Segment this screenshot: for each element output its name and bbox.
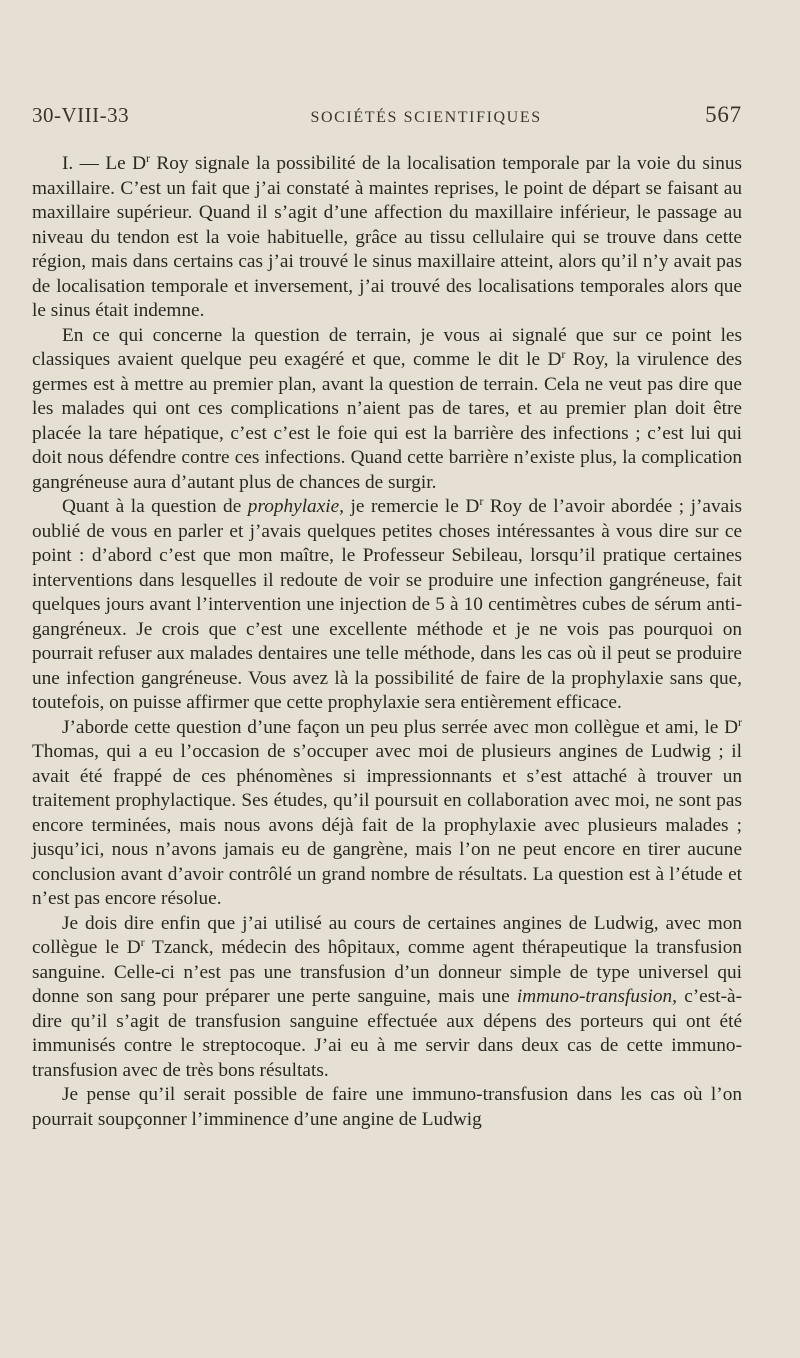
paragraph-text: Thomas, qui a eu l’occasion de s’occuper avec moi de plusieurs angines de Ludwig ; il avait été frappé de ces phénomènes si impressionnants et s’est attaché à trouver un traitement prophylactique. Ses études, qu’il poursuit en collaboration avec moi, ne sont pas encore terminées, mais nous avons déjà fait de la prophylaxie avec plusieurs malades ; jusqu’ici, nous n’avons jamais eu de gangrène, mais l’on ne peut encore en tirer aucune conclusion avant d’avoir contrôlé un grand nombre de résultats. La question est à l’étude et n’est pas encore résolue.	[32, 741, 742, 909]
paragraph-text: Roy de l’avoir abordée ; j’avais oublié de vous en parler et j’avais quelques petites choses intéressantes à vous dire sur ce point : d’abord c’est que mon maître, le Professeur Sebileau, lorsqu’il pratique certaines interventions dans lesquelles il redoute de voir se produire une infection gangréneuse, fait quelques jours avant l’intervention une injection de 5 à 10 centimètres cubes de sérum anti-gangréneux. Je crois que c’est une excellente méthode et je ne vois pas pourquoi on pourrait refuser aux malades dentaires une telle méthode, dans les cas où il peut se produire une infection gangréneuse. Vous avez là la possibilité de faire de la prophylaxie sans que, toutefois, on puisse affirmer que cette prophylaxie sera entièrement efficace.	[32, 496, 743, 713]
paragraph-text: I. — Le D	[62, 153, 147, 174]
paragraph-text: je remercie le D	[344, 496, 480, 517]
paragraph-text: En ce qui concerne la question de terrain, je vous ai signalé que sur ce point les classiques avaient quelque peu exagéré et que, comme le dit le D	[32, 324, 742, 370]
paragraph-3	[32, 495, 742, 716]
paragraph-5	[32, 912, 742, 1084]
running-header	[32, 102, 742, 138]
paragraph-text: Quant à la question de	[62, 496, 248, 517]
paragraph-text: J’aborde cette question d’une façon un peu plus serrée avec mon collègue et ami, le D	[62, 716, 738, 738]
paragraph-text: c’est-à-dire qu’il s’agit de transfusion sanguine effectuée aux dépens des porteurs qui ont été immunisés contre le streptocoque. J’ai eu à me servir dans deux cas de cette immuno-transfusion avec de très bons résultats.	[32, 986, 743, 1081]
paragraph-2	[32, 324, 742, 496]
paragraph-text: Je pense qu’il serait possible de faire une immuno-transfusion dans les cas où l’on pourrait soupçonner l’imminence d’une angine de Ludwig	[32, 1084, 742, 1130]
paragraph-4	[32, 716, 742, 912]
superscript: r	[140, 935, 145, 949]
superscript: r	[738, 714, 742, 729]
paragraph-6	[32, 1083, 742, 1132]
paragraph-1	[32, 152, 742, 324]
superscript: r	[561, 347, 566, 361]
superscript: r	[479, 494, 484, 508]
italic-term: immuno-transfusion,	[516, 986, 677, 1007]
superscript: r	[146, 151, 151, 165]
paragraph-text: Roy signale la possibilité de la localisation temporale par la voie du sinus maxillaire. C’est un fait que j’ai constaté à maintes reprises, le point de départ se faisant au maxillaire supérieur. Quand il s’agit d’une affection du maxillaire inférieur, le passage au niveau du tendon est la voie habituelle, grâce au tissu cellulaire qui se trouve dans cette région, mais dans certains cas j’ai trouvé le sinus maxillaire atteint, alors qu’il n’y avait pas de localisation temporale et inversement, j’ai trouvé des localisations temporales alors que le sinus était indemne.	[32, 153, 742, 321]
body-text	[32, 152, 742, 1132]
header-date: 30-VIII-33	[32, 103, 130, 127]
paragraph-text: Tzanck, médecin des hôpitaux, comme agent thérapeutique la transfusion sanguine. Celle-ci n’est pas une transfusion d’un donneur simple de type universel qui donne son sang pour préparer une perte sanguine, mais une	[32, 937, 742, 1007]
paragraph-text: Roy, la virulence des germes est à mettre au premier plan, avant la question de terrain. Cela ne veut pas dire que les malades qui ont ces complications n’aient pas de tares, et au premier plan doit être placée la tare hépatique, c’est c’est le foie qui est la barrière des infections ; c’est lui qui doit nous défendre contre ces infections. Quand cette barrière n’existe plus, la complication gangréneuse aura d’autant plus de chances de surgir.	[32, 349, 742, 493]
header-title: SOCIÉTÉS SCIENTIFIQUES	[310, 109, 542, 126]
paragraph-text: Je dois dire enfin que j’ai utilisé au cours de certaines angines de Ludwig, avec mon collègue le D	[32, 912, 742, 958]
italic-term: prophylaxie,	[247, 496, 344, 517]
page-number: 567	[705, 102, 742, 127]
